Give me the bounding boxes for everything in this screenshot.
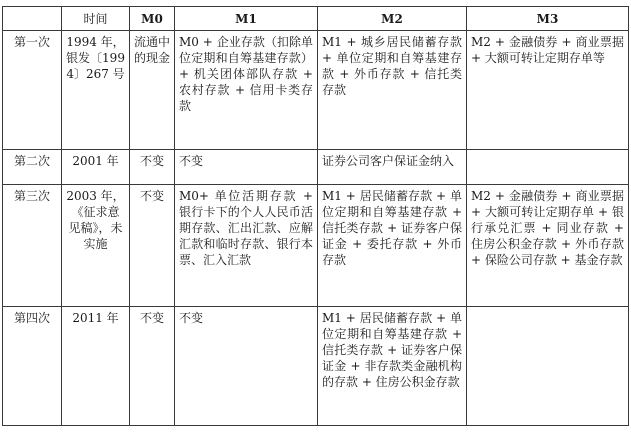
m3-cell: [467, 150, 629, 185]
m0-cell: 不变: [130, 150, 175, 185]
round-cell: 第三次: [3, 185, 62, 307]
m2-cell: 证券公司客户保证金纳入: [318, 150, 467, 185]
round-cell: 第一次: [3, 31, 62, 150]
time-cell: 2001 年: [62, 150, 130, 185]
header-m0: M0: [130, 7, 175, 31]
round-cell: 第二次: [3, 150, 62, 185]
m0-cell: 不变: [130, 307, 175, 426]
header-m2: M2: [318, 7, 467, 31]
m2-cell: M1 + 城乡居民储蓄存款 + 单位定期和自筹基建存款 + 外币存款 + 信托类存款: [318, 31, 467, 150]
time-cell: 1994 年，银发〔1994〕267 号: [62, 31, 130, 150]
table-row: [3, 150, 629, 185]
time-cell: 2003 年，《征求意见稿》，未实施: [62, 185, 130, 307]
m0-cell: 不变: [130, 185, 175, 307]
m2-cell: M1 + 居民储蓄存款 + 单位定期和自筹基建存款 + 信托类存款 + 证券客户保证金 + 委托存款 + 外币存款: [318, 185, 467, 307]
table-row: [3, 185, 629, 307]
header-m1: M1: [175, 7, 318, 31]
m1-cell: M0 + 企业存款（扣除单位定期和自筹基建存款）+ 机关团体部队存款 + 农村存款 + 信用卡类存款: [175, 31, 318, 150]
m1-cell: 不变: [175, 307, 318, 426]
m3-cell: M2 + 金融债券 + 商业票据 + 大额可转让定期存单 + 银行承兑汇票 + 同业存款 + 住房公积金存款 + 外币存款 + 保险公司存款 + 基金存款: [467, 185, 629, 307]
money-supply-revision-table: [2, 6, 629, 426]
m1-cell: 不变: [175, 150, 318, 185]
m2-cell: M1 + 居民储蓄存款 + 单位定期和自筹基建存款 + 信托类存款 + 证券客户保证金 + 非存款类金融机构的存款 + 住房公积金存款: [318, 307, 467, 426]
m3-cell: [467, 307, 629, 426]
m3-cell: M2 + 金融债券 + 商业票据 + 大额可转让定期存单等: [467, 31, 629, 150]
header-round: [3, 7, 62, 31]
header-row: [3, 7, 629, 31]
m0-cell: 流通中的现金: [130, 31, 175, 150]
round-cell: 第四次: [3, 307, 62, 426]
time-cell: 2011 年: [62, 307, 130, 426]
table-row: [3, 307, 629, 426]
table-row: [3, 31, 629, 150]
header-m3: M3: [467, 7, 629, 31]
header-time: 时间: [62, 7, 130, 31]
m1-cell: M0+ 单位活期存款 + 银行卡下的个人人民币活期存款、汇出汇款、应解汇款和临时存款、银行本票、汇入汇款: [175, 185, 318, 307]
